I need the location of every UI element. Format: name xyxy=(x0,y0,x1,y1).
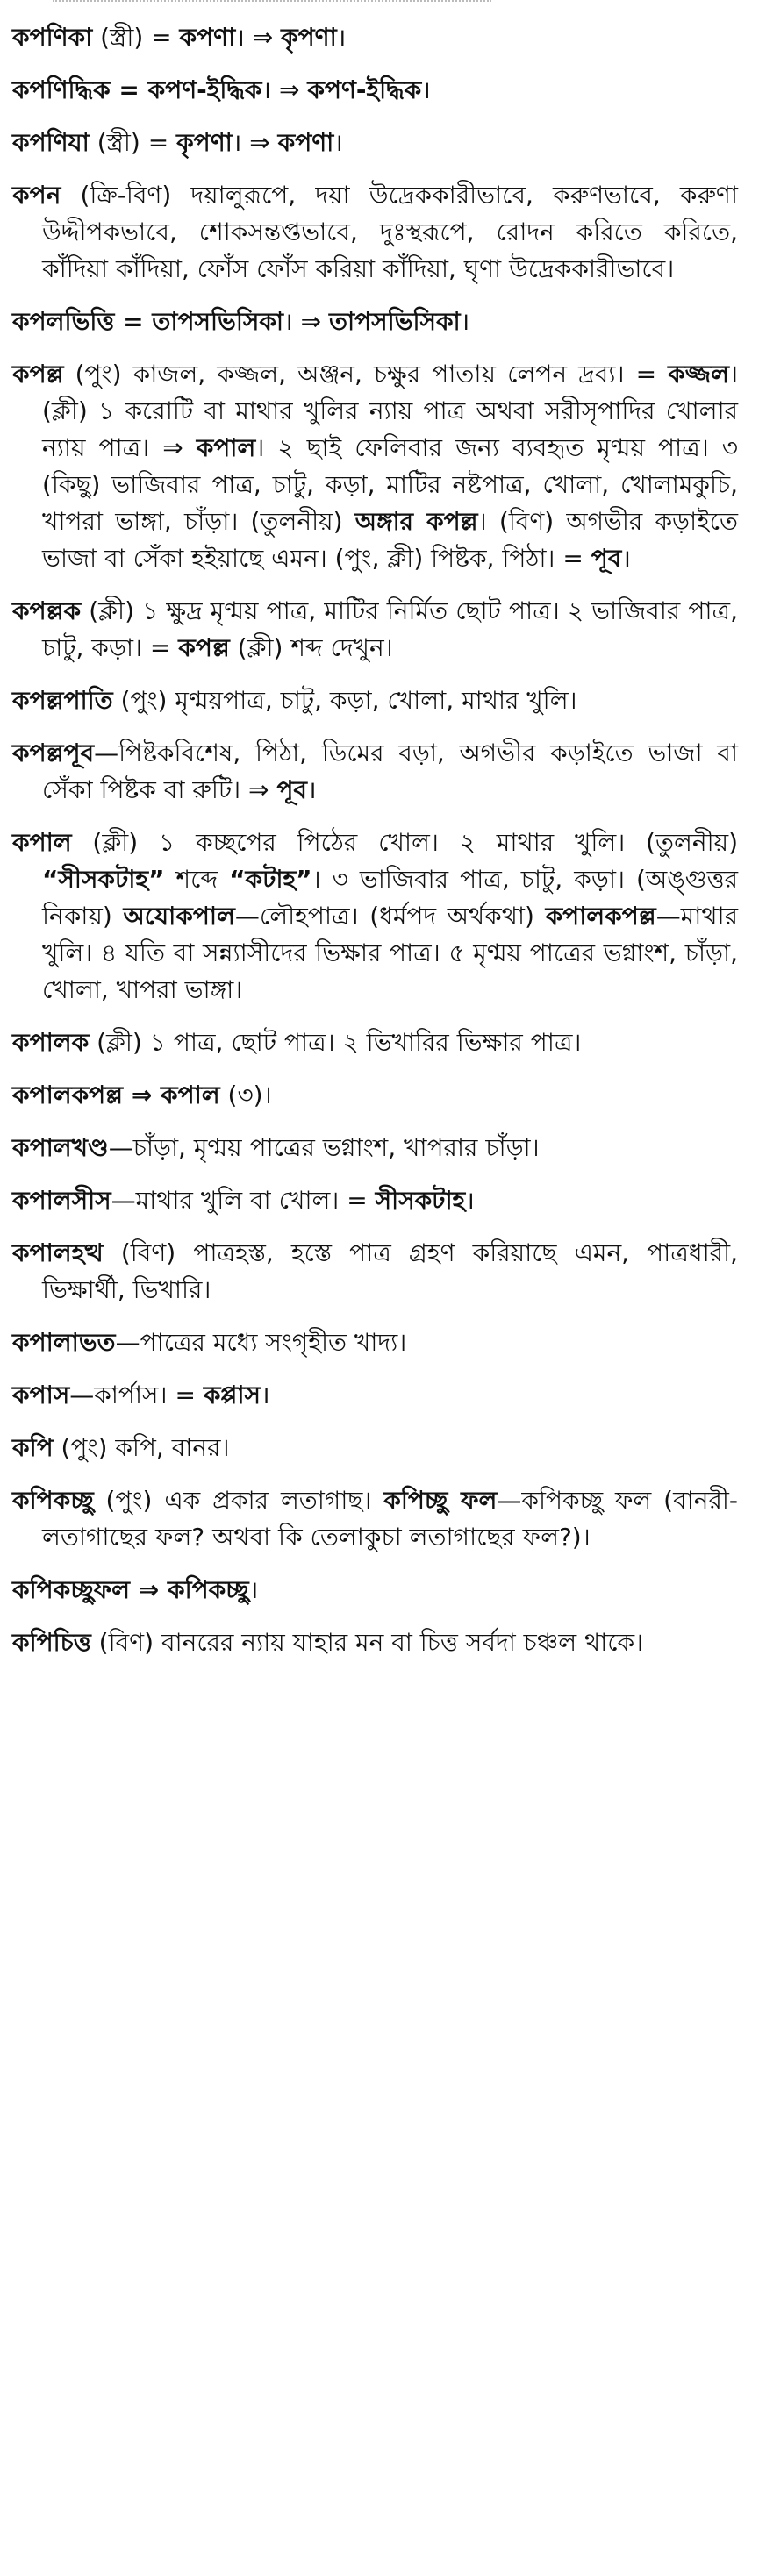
entry-headword: অযোকপাল xyxy=(123,902,235,931)
dictionary-entry xyxy=(12,1077,738,1114)
entry-text: । xyxy=(465,1186,475,1215)
entry-headword: কপণ-ইদ্ধিক xyxy=(307,75,422,104)
entry-text: (ক্লী) ১ ক্ষুদ্র মৃণ্ময় পাত্র, মাটির নির্মিত ছোট পাত্র। ২ ভাজিবার পাত্র, চাটু, কড়া। = xyxy=(42,596,738,662)
entry-headword: কপাল xyxy=(196,433,256,462)
entry-text: । (ক্লী) ১ করোটি বা মাথার খুলির ন্যায় পাত্র অথবা সরীসৃপাদির খোলার ন্যায় পাত্র। ⇒ xyxy=(42,360,738,462)
entry-headword: অঙ্গার কপল্ল xyxy=(354,507,478,536)
entry-headword: কপিচিত্ত xyxy=(12,1628,91,1657)
entry-headword: কৃপণা xyxy=(281,23,337,52)
entry-text: । ⇒ xyxy=(283,307,329,336)
entry-text: । xyxy=(306,775,317,804)
entry-headword: কপাল xyxy=(12,828,72,857)
dictionary-entry xyxy=(12,824,738,1009)
dictionary-entry xyxy=(12,1377,738,1414)
entry-headword: কপল্লক xyxy=(12,596,82,625)
entry-text: —মাথার খুলি। ৪ যতি বা সন্ন্যাসীদের ভিক্ষার পাত্র। ৫ মৃণ্ময় পাত্রের ভগ্নাংশ, চাঁড়া, খোলা, খাপরা ভাঙ্গা। xyxy=(42,902,739,1004)
entry-headword: কপণিযা xyxy=(12,128,90,157)
entry-headword: কপল্ল xyxy=(178,633,230,662)
dictionary-entry xyxy=(12,125,738,161)
entry-headword: কপ্পাস xyxy=(203,1381,261,1409)
dictionary-entry xyxy=(12,1624,738,1661)
entry-headword: পূব xyxy=(276,775,307,804)
dictionary-entry xyxy=(12,593,738,667)
entry-headword: “সীসকটাহ” xyxy=(42,865,165,894)
entry-text: (৩)। xyxy=(219,1081,272,1110)
entry-text: । ৩ ভাজিবার পাত্র, চাটু, কড়া। (অঙ্গুত্তর নিকায়) xyxy=(42,865,738,931)
entry-text: । xyxy=(248,1575,259,1604)
entry-headword: কপণা xyxy=(179,23,236,52)
entry-text: (পুং) কাজল, কজ্জল, অঞ্জন, চক্ষুর পাতায় লেপন দ্রব্য। = xyxy=(63,360,669,389)
dictionary-entry xyxy=(12,72,738,109)
dictionary-entry xyxy=(12,1024,738,1061)
dictionary-entry xyxy=(12,735,738,809)
entry-text: । ⇒ xyxy=(235,23,282,52)
entry-headword: কপল্লপূব xyxy=(12,739,95,767)
dictionary-entry xyxy=(12,1430,738,1466)
entry-text: —কার্পাস। = xyxy=(69,1381,204,1409)
entry-headword: কপণা xyxy=(277,128,334,157)
entry-headword: কপলভিত্তি = তাপসভিসিকা xyxy=(12,307,284,336)
dictionary-entry xyxy=(12,1130,738,1167)
entry-text: । xyxy=(621,544,631,573)
entry-headword: কপন xyxy=(12,181,61,210)
entry-text: —কপিকচ্ছু ফল (বানরী-লতাগাছের ফল? অথবা কি তেলাকুচা লতাগাছের ফল?)। xyxy=(42,1486,739,1552)
entry-text: । xyxy=(421,75,431,104)
entry-text: (বিণ) পাত্রহস্ত, হস্তে পাত্র গ্রহণ করিয়াছে এমন, পাত্রধারী, ভিক্ষার্থী, ভিখারি। xyxy=(42,1238,738,1304)
entry-headword: কপণিকা xyxy=(12,23,93,52)
dictionary-entry xyxy=(12,682,738,719)
entry-text: —মাথার খুলি বা খোল। = xyxy=(111,1186,376,1215)
entry-headword: কপালখণ্ড xyxy=(12,1133,109,1162)
entry-text: (ক্লী) শব্দ দেখুন। xyxy=(229,633,393,662)
entry-text: —পাত্রের মধ্যে সংগৃহীত খাদ্য। xyxy=(115,1328,407,1357)
entry-text: । (বিণ) অগভীর কড়াইতে ভাজা বা সেঁকা হইয়াছে এমন। (পুং, ক্লী) পিষ্টক, পিঠা। = xyxy=(42,507,738,573)
entry-text: । ⇒ xyxy=(261,75,308,104)
entry-text: । ২ ছাই ফেলিবার জন্য ব্যবহৃত মৃণ্ময় পাত্র। ৩ (কিছু) ভাজিবার পাত্র, চাটু, কড়া, মাটির নষ্টপাত্র, খোলা, খোলামকুচি, খাপরা ভাঙ্গা, চাঁড়া। (তুলনীয়) xyxy=(42,433,738,536)
entry-text: শব্দে xyxy=(164,865,230,894)
entry-text: (স্ত্রী) = xyxy=(89,128,177,157)
entry-text: । xyxy=(336,23,347,52)
entry-text: । xyxy=(333,128,343,157)
entry-headword: কপিকচ্ছু xyxy=(12,1486,94,1515)
entry-headword: কৃপণা xyxy=(176,128,233,157)
entry-headword: কপল্ল xyxy=(12,360,64,389)
dictionary-entry xyxy=(12,1182,738,1219)
dictionary-entry xyxy=(12,1572,738,1609)
entry-headword: কপালাভত xyxy=(12,1328,116,1357)
dictionary-entry xyxy=(12,1235,738,1309)
entry-text: —লৌহপাত্র। (ধর্মপদ অর্থকথা) xyxy=(234,902,546,931)
dictionary-entry xyxy=(12,303,738,340)
entry-headword: পূব xyxy=(591,544,622,573)
entry-text: । ⇒ xyxy=(232,128,278,157)
entry-text: (পুং) এক প্রকার লতাগাছ। xyxy=(93,1486,384,1515)
dictionary-entry xyxy=(12,1324,738,1361)
entry-text: (স্ত্রী) = xyxy=(92,23,180,52)
entry-text: (বিণ) বানরের ন্যায় যাহার মন বা চিত্ত সর্বদা চঞ্চল থাকে। xyxy=(90,1628,644,1657)
entry-text: (পুং) মৃণ্ময়পাত্র, চাটু, কড়া, খোলা, মাথার খুলি। xyxy=(112,686,577,715)
dictionary-entry xyxy=(12,177,738,288)
entry-text: (ক্লী) ১ কচ্ছপের পিঠের খোল। ২ মাথার খুলি। (তুলনীয়) xyxy=(71,828,738,857)
entry-headword: কপালক xyxy=(12,1028,90,1057)
dictionary-entry xyxy=(12,1482,738,1556)
entry-headword: কপালকপল্ল xyxy=(545,902,656,931)
entry-headword: কপি xyxy=(12,1433,54,1462)
entry-headword: কপিকচ্ছুফল ⇒ কপিকচ্ছু xyxy=(12,1575,249,1604)
entry-headword: কপাস xyxy=(12,1381,70,1409)
entry-text: —পিষ্টকবিশেষ, পিঠা, ডিমের বড়া, অগভীর কড়াইতে ভাজা বা সেঁকা পিষ্টক বা রুটি। ⇒ xyxy=(42,739,738,804)
dictionary-entry xyxy=(12,356,738,577)
entry-headword: কপল্লপাতি xyxy=(12,686,113,715)
entry-text: —চাঁড়া, মৃণ্ময় পাত্রের ভগ্নাংশ, খাপরার চাঁড়া। xyxy=(108,1133,540,1162)
entry-headword: কপিচ্ছু ফল xyxy=(383,1486,498,1515)
entry-headword: কপালকপল্ল ⇒ কপাল xyxy=(12,1081,220,1110)
entry-headword: কপণিদ্ধিক = কপণ-ইদ্ধিক xyxy=(12,75,262,104)
entry-text: (পুং) কপি, বানর। xyxy=(53,1433,230,1462)
entry-headword: কজ্জল xyxy=(668,360,729,389)
entry-text: । xyxy=(460,307,470,336)
entry-headword: সীসকটাহ xyxy=(375,1186,466,1215)
entry-headword: তাপসভিসিকা xyxy=(328,307,461,336)
entry-headword: কপালহত্থ xyxy=(12,1238,104,1267)
entry-text: (ক্লী) ১ পাত্র, ছোট পাত্র। ২ ভিখারির ভিক্ষার পাত্র। xyxy=(89,1028,582,1057)
entry-headword: কপালসীস xyxy=(12,1186,111,1215)
entry-text: । xyxy=(261,1381,270,1409)
entry-text: (ক্রি-বিণ) দয়ালুরূপে, দয়া উদ্রেককারীভাবে, করুণভাবে, করুণা উদ্দীপকভাবে, শোকসন্তপ্তভাবে, দুঃস্থরূপে, রোদন করিতে করিতে, কাঁদিয়া কাঁদিয়া, ফোঁস ফোঁস করিয়া কাঁদিয়া, ঘৃণা উদ্রেককারীভাবে। xyxy=(42,181,738,283)
entry-headword: “কটাহ” xyxy=(229,865,312,894)
dictionary-entry xyxy=(12,19,738,56)
